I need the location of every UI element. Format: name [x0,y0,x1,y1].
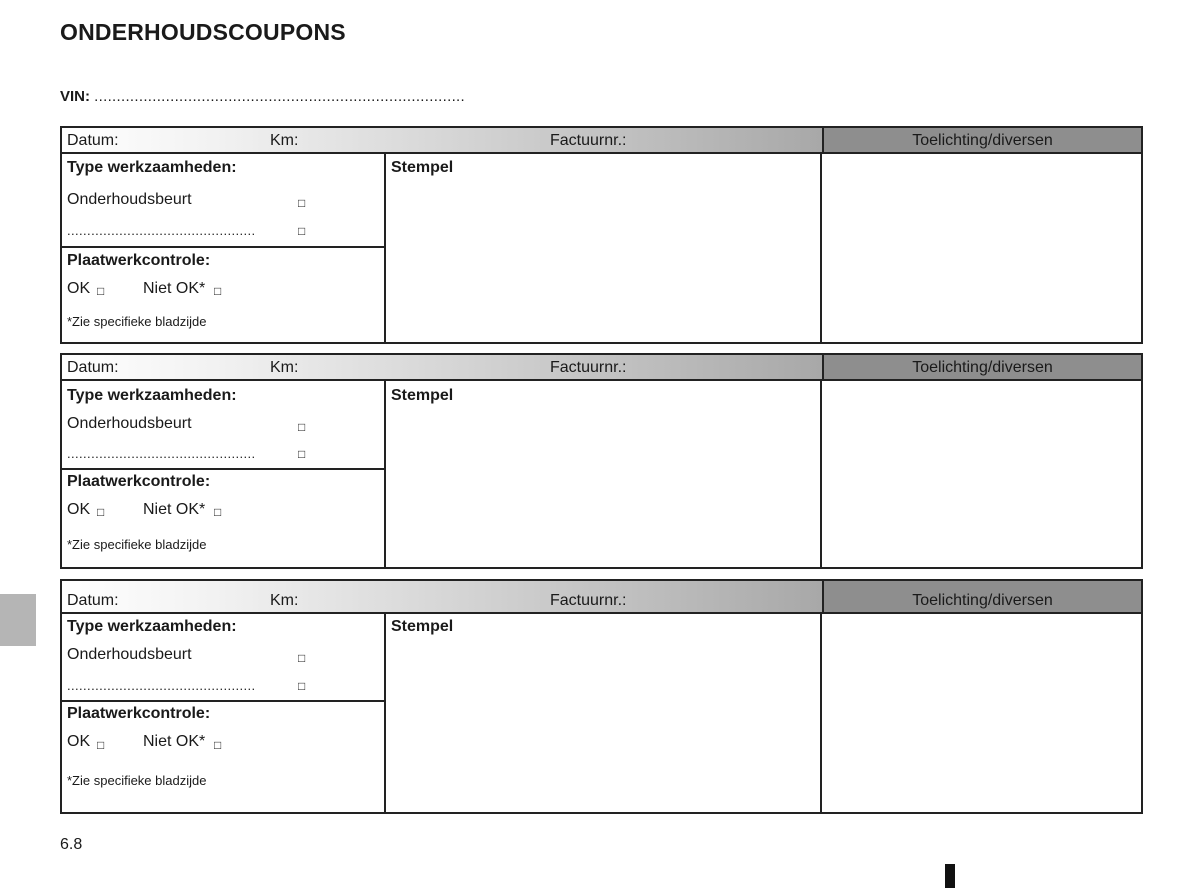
factuur-label: Factuurnr.: [550,132,627,149]
toelichting-header [822,355,1141,379]
toelichting-label: Toelichting/diversen [912,132,1053,149]
footnote: *Zie specifieke bladzijde [67,314,207,329]
divider [820,154,822,342]
coupon-2 [60,353,1143,569]
type-werk-label: Type werkzaamheden: [67,159,237,176]
stempel-label: Stempel [391,618,454,635]
chapter-tab [0,594,36,646]
header-gradient [62,355,822,379]
other-dots: ............................................... [67,223,256,238]
header-gradient [62,128,822,152]
divider [62,246,386,248]
coupon-header [62,581,1141,614]
other-checkbox[interactable]: □ [298,679,306,693]
toelichting-header [822,581,1141,612]
onderhoud-label: Onderhoudsbeurt [67,646,192,663]
onderhoud-label: Onderhoudsbeurt [67,191,192,208]
coupon-header [62,355,1141,381]
toelichting-label: Toelichting/diversen [912,359,1053,376]
ok-checkbox[interactable]: □ [97,284,105,298]
onderhoud-checkbox[interactable]: □ [298,651,306,665]
divider [820,381,822,567]
ok-checkbox[interactable]: □ [97,738,105,752]
footnote: *Zie specifieke bladzijde [67,537,207,552]
divider [384,614,386,812]
niet-ok-checkbox[interactable]: □ [214,505,222,519]
km-label: Km: [270,592,299,609]
divider [384,381,386,567]
divider [384,154,386,342]
niet-ok-label: Niet OK* [143,280,206,297]
divider [820,614,822,812]
plaatwerk-label: Plaatwerkcontrole: [67,705,211,722]
divider [62,700,386,702]
datum-label: Datum: [67,592,119,609]
onderhoud-checkbox[interactable]: □ [298,196,306,210]
type-werk-label: Type werkzaamheden: [67,387,237,404]
vin-label: VIN: [60,88,90,105]
other-checkbox[interactable]: □ [298,224,306,238]
niet-ok-label: Niet OK* [143,733,206,750]
niet-ok-label: Niet OK* [143,501,206,518]
niet-ok-checkbox[interactable]: □ [214,284,222,298]
toelichting-header [822,128,1141,152]
page-number: 6.8 [60,836,83,853]
vin-line [60,88,465,105]
toelichting-label: Toelichting/diversen [912,592,1053,609]
ok-label: OK [67,733,91,750]
onderhoud-checkbox[interactable]: □ [298,420,306,434]
onderhoud-label: Onderhoudsbeurt [67,415,192,432]
plaatwerk-label: Plaatwerkcontrole: [67,252,211,269]
other-dots: ............................................... [67,678,256,693]
datum-label: Datum: [67,132,119,149]
factuur-label: Factuurnr.: [550,359,627,376]
other-dots: ............................................... [67,446,256,461]
divider [62,468,386,470]
datum-label: Datum: [67,359,119,376]
coupon-header [62,128,1141,154]
footnote: *Zie specifieke bladzijde [67,773,207,788]
ok-label: OK [67,280,91,297]
header-gradient [62,581,822,612]
page-title: ONDERHOUDSCOUPONS [60,19,346,45]
plaatwerk-label: Plaatwerkcontrole: [67,473,211,490]
km-label: Km: [270,132,299,149]
km-label: Km: [270,359,299,376]
other-checkbox[interactable]: □ [298,447,306,461]
factuur-label: Factuurnr.: [550,592,627,609]
ok-label: OK [67,501,91,518]
type-werk-label: Type werkzaamheden: [67,618,237,635]
crop-mark [945,864,955,888]
coupon-1 [60,126,1143,344]
coupon-3 [60,579,1143,814]
stempel-label: Stempel [391,159,454,176]
niet-ok-checkbox[interactable]: □ [214,738,222,752]
vin-dots: ................................................................................... [94,88,465,105]
stempel-label: Stempel [391,387,454,404]
ok-checkbox[interactable]: □ [97,505,105,519]
